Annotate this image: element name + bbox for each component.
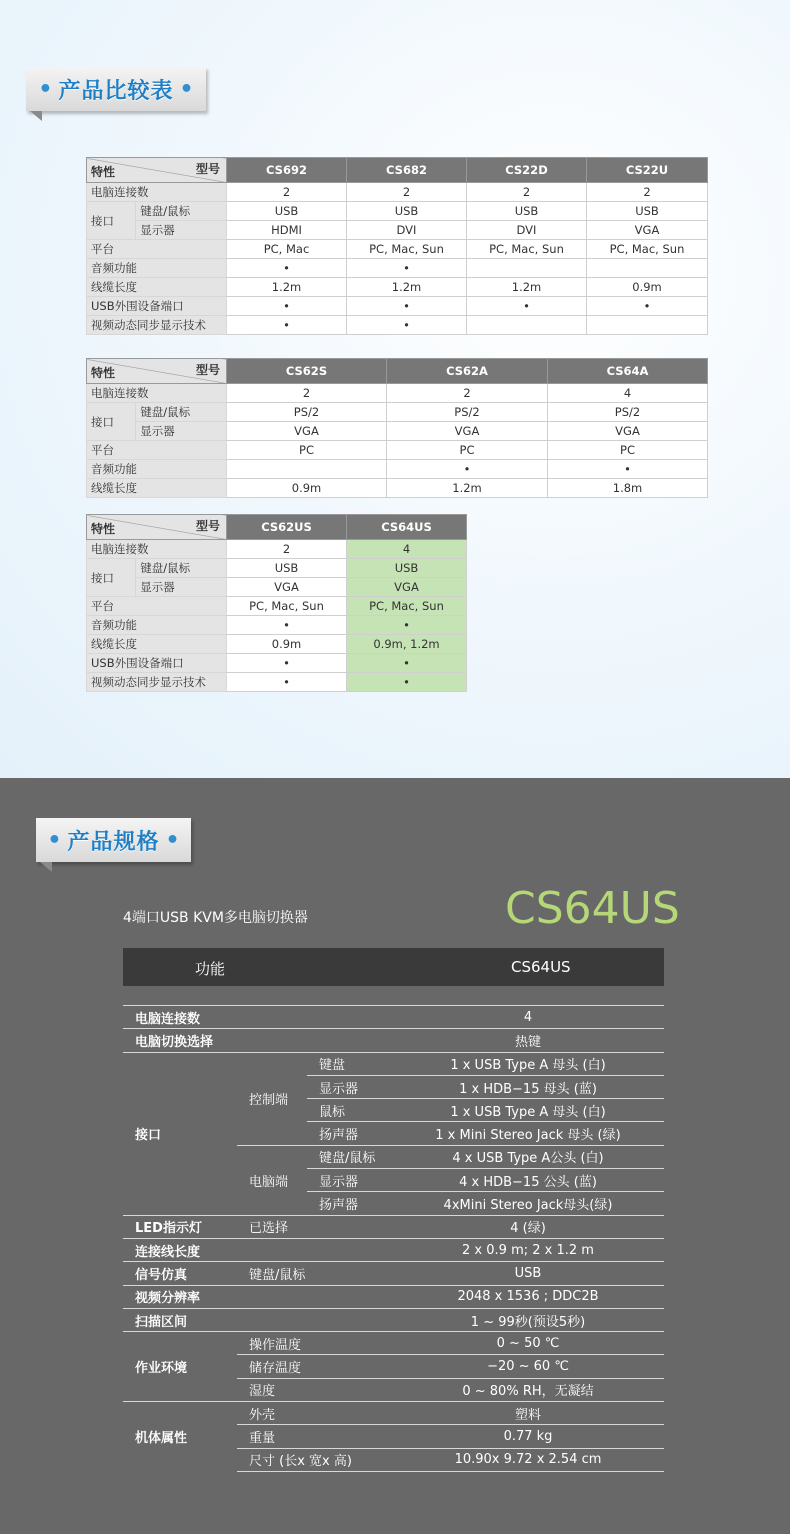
table-cell: 4 xyxy=(548,384,708,403)
spec-sub-label: 储存温度 xyxy=(237,1355,392,1378)
spec-value: 1 x Mini Stereo Jack 母头 (绿) xyxy=(392,1122,664,1145)
spec-sub-label: 已选择 xyxy=(237,1215,392,1238)
header-row xyxy=(87,158,708,183)
model-header: 型号 xyxy=(195,363,220,377)
model-header-cs62s: CS62S xyxy=(227,359,387,384)
row-label: USB外围设备端口 xyxy=(87,297,227,316)
ribbon-dot-right: • xyxy=(179,76,194,102)
spec-value: 塑料 xyxy=(392,1402,664,1425)
spec-sub-label: 操作温度 xyxy=(237,1332,392,1355)
model-header-cs682: CS682 xyxy=(347,158,467,183)
comparison-ribbon xyxy=(26,67,206,111)
spec-row xyxy=(123,1262,664,1285)
table-row xyxy=(87,460,708,479)
model-header-cs64us: CS64US xyxy=(347,515,467,540)
table-cell: 0.9m xyxy=(587,278,708,297)
row-label: 线缆长度 xyxy=(87,479,227,498)
row-label: 线缆长度 xyxy=(87,635,227,654)
spec-item-label: 扬声器 xyxy=(307,1192,392,1215)
table-cell: PC, Mac, Sun xyxy=(227,597,347,616)
table-cell: VGA xyxy=(587,221,708,240)
spec-value: 4 (绿) xyxy=(392,1215,664,1238)
row-label: 电脑连接数 xyxy=(87,183,227,202)
spec-value: 1 ~ 99秒(预设5秒) xyxy=(392,1308,664,1331)
table-cell: VGA xyxy=(227,422,387,441)
table-cell: • xyxy=(467,297,587,316)
table-cell: • xyxy=(347,259,467,278)
spec-item-label: 鼠标 xyxy=(307,1099,392,1122)
spec-item-label: 显示器 xyxy=(307,1075,392,1098)
spec-row xyxy=(123,1215,664,1238)
table-cell xyxy=(227,460,387,479)
table-row xyxy=(87,635,467,654)
table-cell: 1.8m xyxy=(548,479,708,498)
row-label: 视频动态同步显示技术 xyxy=(87,316,227,335)
table-cell: • xyxy=(587,297,708,316)
table-cell: PC xyxy=(548,441,708,460)
table-cell: 1.2m xyxy=(467,278,587,297)
row-label: 平台 xyxy=(87,441,227,460)
model-header-cs64a: CS64A xyxy=(548,359,708,384)
comparison-table-3 xyxy=(86,514,467,692)
spec-row-label: 机体属性 xyxy=(123,1402,237,1472)
table-row xyxy=(87,221,708,240)
spec-section xyxy=(0,778,790,1534)
spec-sub-label xyxy=(237,1238,392,1261)
spec-value: 2 x 0.9 m; 2 x 1.2 m xyxy=(392,1238,664,1261)
table-row xyxy=(87,403,708,422)
corner-cell xyxy=(87,515,227,540)
table-cell: 2 xyxy=(227,384,387,403)
table-cell xyxy=(467,316,587,335)
comparison-table-2 xyxy=(86,358,708,498)
spec-row-label: 信号仿真 xyxy=(123,1262,237,1285)
spec-value: 1 x USB Type A 母头 (白) xyxy=(392,1099,664,1122)
spec-row-label: 电脑连接数 xyxy=(123,1006,237,1029)
ribbon-dot-left: • xyxy=(47,827,62,853)
table-cell: • xyxy=(227,673,347,692)
spec-row xyxy=(123,1285,664,1308)
table-cell: 1.2m xyxy=(387,479,548,498)
table-row xyxy=(87,540,467,559)
row-label: 音频功能 xyxy=(87,616,227,635)
table-cell: USB xyxy=(227,559,347,578)
row-label: 平台 xyxy=(87,240,227,259)
spec-title: 产品规格 xyxy=(67,829,160,855)
spec-sub-label: 电脑端 xyxy=(237,1145,307,1215)
table-row xyxy=(87,654,467,673)
spec-value: 0.77 kg xyxy=(392,1425,664,1448)
spec-table xyxy=(123,1005,664,1472)
table-row xyxy=(87,616,467,635)
spec-item-label: 键盘 xyxy=(307,1052,392,1075)
spec-row xyxy=(123,1238,664,1261)
table-cell: • xyxy=(347,316,467,335)
table-cell: 0.9m xyxy=(227,479,387,498)
spec-sub-label xyxy=(237,1285,392,1308)
row-label: USB外围设备端口 xyxy=(87,654,227,673)
table-cell: PC xyxy=(227,441,387,460)
spec-item-label: 键盘/鼠标 xyxy=(307,1145,392,1168)
table-row xyxy=(87,297,708,316)
model-header-cs62a: CS62A xyxy=(387,359,548,384)
table-cell: • xyxy=(227,297,347,316)
table-row xyxy=(87,578,467,597)
spec-value: 0 ~ 80% RH，无凝结 xyxy=(392,1378,664,1401)
row-label: 音频功能 xyxy=(87,460,227,479)
table-row xyxy=(87,384,708,403)
table-row xyxy=(87,259,708,278)
feature-header: 特性 xyxy=(91,522,116,536)
group-label: 接口 xyxy=(87,403,136,441)
table-cell: • xyxy=(227,616,347,635)
table-cell: PC, Mac, Sun xyxy=(347,240,467,259)
spec-sub-label xyxy=(237,1308,392,1331)
row-label: 键盘/鼠标 xyxy=(136,559,227,578)
table-cell: PC, Mac xyxy=(227,240,347,259)
ribbon-dot-right: • xyxy=(165,827,180,853)
table-cell: 1.2m xyxy=(347,278,467,297)
spec-row xyxy=(123,1308,664,1331)
spec-model-name: CS64US xyxy=(505,883,680,934)
table-cell: • xyxy=(347,616,467,635)
table-cell: 2 xyxy=(387,384,548,403)
table-cell: 4 xyxy=(347,540,467,559)
table-cell: USB xyxy=(587,202,708,221)
spec-header-bar xyxy=(123,948,664,986)
spec-value: −20 ~ 60 ℃ xyxy=(392,1355,664,1378)
table-cell: PC, Mac, Sun xyxy=(467,240,587,259)
table-cell: 2 xyxy=(227,540,347,559)
table-cell: • xyxy=(347,297,467,316)
table-cell: HDMI xyxy=(227,221,347,240)
row-label: 电脑连接数 xyxy=(87,540,227,559)
spec-value: 1 x HDB−15 母头 (蓝) xyxy=(392,1075,664,1098)
model-header-cs22d: CS22D xyxy=(467,158,587,183)
table-cell: • xyxy=(347,654,467,673)
comparison-title: 产品比较表 xyxy=(58,78,174,104)
table-row xyxy=(87,316,708,335)
spec-value: 1 x USB Type A 母头 (白) xyxy=(392,1052,664,1075)
table-cell: • xyxy=(227,316,347,335)
spec-sub-label: 湿度 xyxy=(237,1378,392,1401)
comparison-table-1 xyxy=(86,157,708,335)
corner-cell xyxy=(87,359,227,384)
table-row xyxy=(87,183,708,202)
table-cell: 0.9m, 1.2m xyxy=(347,635,467,654)
spec-sub-label: 重量 xyxy=(237,1425,392,1448)
spec-subtitle: 4端口USB KVM多电脑切换器 xyxy=(123,910,308,926)
table-cell: PS/2 xyxy=(387,403,548,422)
table-cell: • xyxy=(347,673,467,692)
table-cell: DVI xyxy=(467,221,587,240)
table-cell: PS/2 xyxy=(227,403,387,422)
spec-row xyxy=(123,1332,664,1355)
table-cell: 0.9m xyxy=(227,635,347,654)
spec-row-label: 扫描区间 xyxy=(123,1308,237,1331)
spec-value: 0 ~ 50 ℃ xyxy=(392,1332,664,1355)
spec-value: 热键 xyxy=(392,1029,664,1052)
row-label: 平台 xyxy=(87,597,227,616)
table-cell: VGA xyxy=(548,422,708,441)
group-label: 接口 xyxy=(87,559,136,597)
spec-sub-label: 控制端 xyxy=(237,1052,307,1145)
table-cell: DVI xyxy=(347,221,467,240)
spec-item-label: 扬声器 xyxy=(307,1122,392,1145)
table-cell: • xyxy=(548,460,708,479)
row-label: 线缆长度 xyxy=(87,278,227,297)
table-row xyxy=(87,559,467,578)
table-row xyxy=(87,479,708,498)
corner-cell xyxy=(87,158,227,183)
model-header-cs692: CS692 xyxy=(227,158,347,183)
table-cell: VGA xyxy=(227,578,347,597)
spec-row-label: 作业环境 xyxy=(123,1332,237,1402)
table-cell: USB xyxy=(227,202,347,221)
spec-header-model: CS64US xyxy=(511,958,571,976)
spec-value: 10.90x 9.72 x 2.54 cm xyxy=(392,1448,664,1471)
table-row xyxy=(87,278,708,297)
table-cell: USB xyxy=(347,202,467,221)
table-row xyxy=(87,441,708,460)
row-label: 电脑连接数 xyxy=(87,384,227,403)
row-label: 键盘/鼠标 xyxy=(136,403,227,422)
header-row xyxy=(87,359,708,384)
table-cell: • xyxy=(227,654,347,673)
spec-row xyxy=(123,1006,664,1029)
table-cell: 2 xyxy=(347,183,467,202)
spec-row-label: LED指示灯 xyxy=(123,1215,237,1238)
row-label: 显示器 xyxy=(136,578,227,597)
table-cell: • xyxy=(227,259,347,278)
table-cell: VGA xyxy=(347,578,467,597)
spec-row-label: 连接线长度 xyxy=(123,1238,237,1261)
spec-value: 4 xyxy=(392,1006,664,1029)
feature-header: 特性 xyxy=(91,165,116,179)
header-row xyxy=(87,515,467,540)
spec-sub-label: 键盘/鼠标 xyxy=(237,1262,392,1285)
spec-row-label: 电脑切换选择 xyxy=(123,1029,237,1052)
spec-sub-label: 外壳 xyxy=(237,1402,392,1425)
table-row xyxy=(87,597,467,616)
table-cell: 2 xyxy=(227,183,347,202)
table-cell: 1.2m xyxy=(227,278,347,297)
spec-ribbon xyxy=(36,818,191,862)
row-label: 显示器 xyxy=(136,422,227,441)
table-cell: USB xyxy=(347,559,467,578)
table-row xyxy=(87,422,708,441)
spec-value: 4 x HDB−15 公头 (蓝) xyxy=(392,1169,664,1192)
group-label: 接口 xyxy=(87,202,136,240)
table-cell xyxy=(467,259,587,278)
ribbon-dot-left: • xyxy=(38,76,53,102)
model-header-cs62us: CS62US xyxy=(227,515,347,540)
spec-row xyxy=(123,1052,664,1075)
spec-value: 2048 x 1536 ; DDC2B xyxy=(392,1285,664,1308)
spec-header-feature: 功能 xyxy=(195,960,226,978)
table-cell xyxy=(587,259,708,278)
table-cell: VGA xyxy=(387,422,548,441)
table-cell: PC, Mac, Sun xyxy=(347,597,467,616)
row-label: 显示器 xyxy=(136,221,227,240)
table-cell: • xyxy=(387,460,548,479)
spec-item-label: 显示器 xyxy=(307,1169,392,1192)
model-header: 型号 xyxy=(195,519,220,533)
row-label: 键盘/鼠标 xyxy=(136,202,227,221)
table-cell: PC xyxy=(387,441,548,460)
table-cell: USB xyxy=(467,202,587,221)
spec-row xyxy=(123,1402,664,1425)
model-header: 型号 xyxy=(195,162,220,176)
spec-sub-label xyxy=(237,1029,392,1052)
model-header-cs22u: CS22U xyxy=(587,158,708,183)
table-cell: 2 xyxy=(587,183,708,202)
table-cell: PS/2 xyxy=(548,403,708,422)
spec-value: 4 x USB Type A公头 (白) xyxy=(392,1145,664,1168)
spec-value: 4xMini Stereo Jack母头(绿) xyxy=(392,1192,664,1215)
spec-row-label: 视频分辨率 xyxy=(123,1285,237,1308)
feature-header: 特性 xyxy=(91,366,116,380)
table-cell: PC, Mac, Sun xyxy=(587,240,708,259)
table-row xyxy=(87,202,708,221)
spec-sub-label: 尺寸 (长x 宽x 高) xyxy=(237,1448,392,1471)
table-row xyxy=(87,673,467,692)
spec-sub-label xyxy=(237,1006,392,1029)
table-cell: 2 xyxy=(467,183,587,202)
row-label: 音频功能 xyxy=(87,259,227,278)
row-label: 视频动态同步显示技术 xyxy=(87,673,227,692)
spec-row xyxy=(123,1029,664,1052)
spec-row-label: 接口 xyxy=(123,1052,237,1215)
spec-value: USB xyxy=(392,1262,664,1285)
table-row xyxy=(87,240,708,259)
table-cell xyxy=(587,316,708,335)
